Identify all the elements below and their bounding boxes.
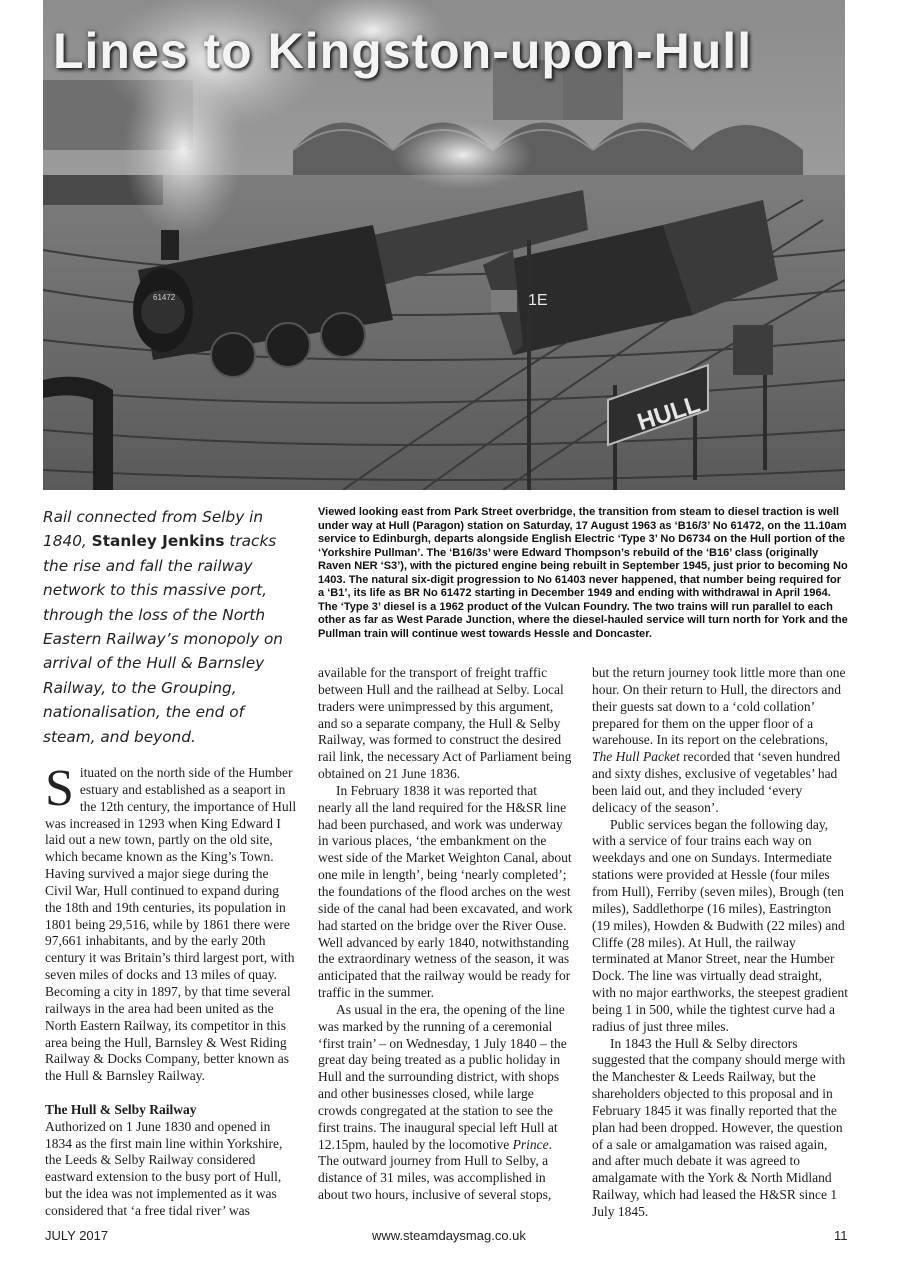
page-title: Lines to Kingston-upon-Hull — [53, 23, 753, 79]
drop-cap: S — [45, 760, 74, 817]
paragraph-text: As usual in the era, the opening of the line was marked by the running of a ceremonial ‘first train’ – on Wednesday, 1 July 1840 – the great day being treated as a public holiday in Hull and the surrounding district, with shops and other businesses closed, while large crowds congregated at the station to see the first trains. The inaugural special left Hull at 12.15pm, hauled by the locomotive — [318, 1001, 567, 1152]
footer-issue-date: JULY 2017 — [45, 1228, 109, 1243]
paragraph-text: recorded that ‘seven hundred and sixty dishes, exclusive of vegetables’ had been laid out, and they included ‘every delicacy of the season’. — [592, 749, 841, 815]
paragraph — [318, 1002, 573, 1204]
author-name: Stanley Jenkins — [91, 532, 225, 551]
paragraph: In February 1838 it was reported that nearly all the land required for the H&SR line had been purchased, and work was underway in various places, ‘the embankment on the west side of the Market Weighton Canal, about one mile in length’, being ‘nearly completed’; the foundations of the flood arches on the west side of the canal had been excavated, and work had started on the bridge over the River Ouse. Well advanced by early 1840, notwithstanding the extraordinary wetness of the season, it was anticipated that the railway would be ready for traffic in the summer. — [318, 782, 573, 1001]
paragraph-text: . The outward journey from Hull to Selby, a distance of 31 miles, was accomplished in about two hours, inclusive of several stops, — [318, 1136, 552, 1203]
paragraph: Authorized on 1 June 1830 and opened in 1834 as the first main line within Yorkshire, the Leeds & Selby Railway considered eastward extension to the busy port of Hull, but the idea was not implemented as it was considered that ‘a free tidal river’ was — [45, 1118, 283, 1218]
diesel-headcode: 1E — [528, 292, 548, 309]
steam-loco-number: 61472 — [153, 293, 176, 302]
standfirst — [43, 505, 301, 749]
standfirst-text: tracks the rise and fall the railway network to this massive port, through the loss of the North Eastern Railway’s monopoly on arrival of the Hull & Barnsley Railway, to the Grouping, nationalisation, the end of steam, and beyond. — [43, 532, 283, 746]
paragraph — [592, 665, 849, 817]
paragraph: available for the transport of freight traffic between Hull and the railhead at Selby. Local traders were unimpressed by this argument, and so a separate company, the Hull & Selby Railway, was formed to construct the desired rail link, the necessary Act of Parliament being obtained on 21 June 1836. — [318, 665, 572, 782]
paragraph: Public services began the following day, with a service of four trains each way on weekdays and one on Sundays. Intermediate stations were provided at Hessle (four miles from Hull), Ferriby (seven miles), Brough (ten miles), Saddlethorpe (16 miles), Eastrington (19 miles), Howden & Budwith (22 miles) and Cliffe (28 miles). At Hull, the railway terminated at Manor Street, near the Humber Dock. The line was virtually dead straight, with no major earthworks, the steepest gradient being 1 in 500, while the tightest curve had a radius of just three miles. — [592, 816, 849, 1034]
article-column-2 — [318, 665, 573, 1204]
locomotive-name: Prince — [512, 1136, 549, 1152]
footer-website-link[interactable]: www.steamdaysmag.co.uk — [372, 1228, 526, 1243]
intro-text: ituated on the north side of the Humber estuary and established as a seaport in the 12th century, the importance of Hull was increased in 1293 when King Edward I laid out a new town, partly on the old site, which became known as the King’s Town. Having survived a major siege during the Civil War, Hull continued to expand during the 18th and 19th centuries, its population in 1801 being 29,516, while by 1861 there were 97,661 inhabitants, and by the early 20th century it was Britain’s third largest port, with seven miles of docks and 13 miles of quay. Becoming a city in 1897, by that time several railways in the area had been united as the North Eastern Railway, its competitor in this area being the Hull, Barnsley & West Riding Railway & Docks Company, better known as the Hull & Barnsley Railway. — [45, 765, 297, 1084]
paragraph-text: but the return journey took little more than one hour. On their return to Hull, the directors and their guests sat down to a ‘cold collation’ prepared for them on the upper floor of a warehouse. In its report on the celebrations, — [592, 665, 846, 748]
station-sign-text: HULL — [634, 390, 704, 437]
hero-photo — [43, 0, 845, 490]
newspaper-name: The Hull Packet — [592, 749, 680, 765]
photo-caption: Viewed looking east from Park Street overbridge, the transition from steam to diesel traction is well under way at Hull (Paragon) station on Saturday, 17 August 1963 as ‘B16/3’ No 61472, on the 11.10am service to Edinburgh, departs alongside English Electric ‘Type 3’ No D6734 on the Hull portion of the ‘Yorkshire Pullman’. The ‘B16/3s’ were Edward Thompson’s rebuild of the ‘B16’ class (originally Raven NER ‘S3’), with the pictured engine being rebuilt in September 1945, just prior to becoming No 1403. The natural six-digit progression to No 61403 never happened, that number being required for a ‘B1’, its life as BR No 61472 starting in December 1949 and ending with withdrawal in April 1964. The ‘Type 3’ diesel is a 1962 product of the Vulcan Foundry. The two trains will run parallel to each other as far as West Parade Junction, where the diesel-hauled service will turn north for York and the Pullman train will continue west towards Hessle and Doncaster. — [318, 506, 848, 640]
standfirst-lead: Rail connected from Selby in 1840, — [43, 508, 264, 551]
section-heading: The Hull & Selby Railway — [45, 1101, 197, 1117]
page-number: 11 — [834, 1228, 848, 1243]
article-column-3 — [592, 665, 849, 1221]
article-column-1 — [45, 760, 297, 1220]
paragraph: In 1843 the Hull & Selby directors suggested that the company should merge with the Manchester & Leeds Railway, but the shareholders objected to this proposal and in February 1845 it was finally reported that the plan had been dropped. However, the question of a sale or amalgamation was raised again, and after much debate it was agreed to amalgamate with the York & North Midland Railway, which had leased the H&SR since 1 July 1845. — [592, 1035, 846, 1219]
intro-paragraph — [45, 760, 297, 1085]
